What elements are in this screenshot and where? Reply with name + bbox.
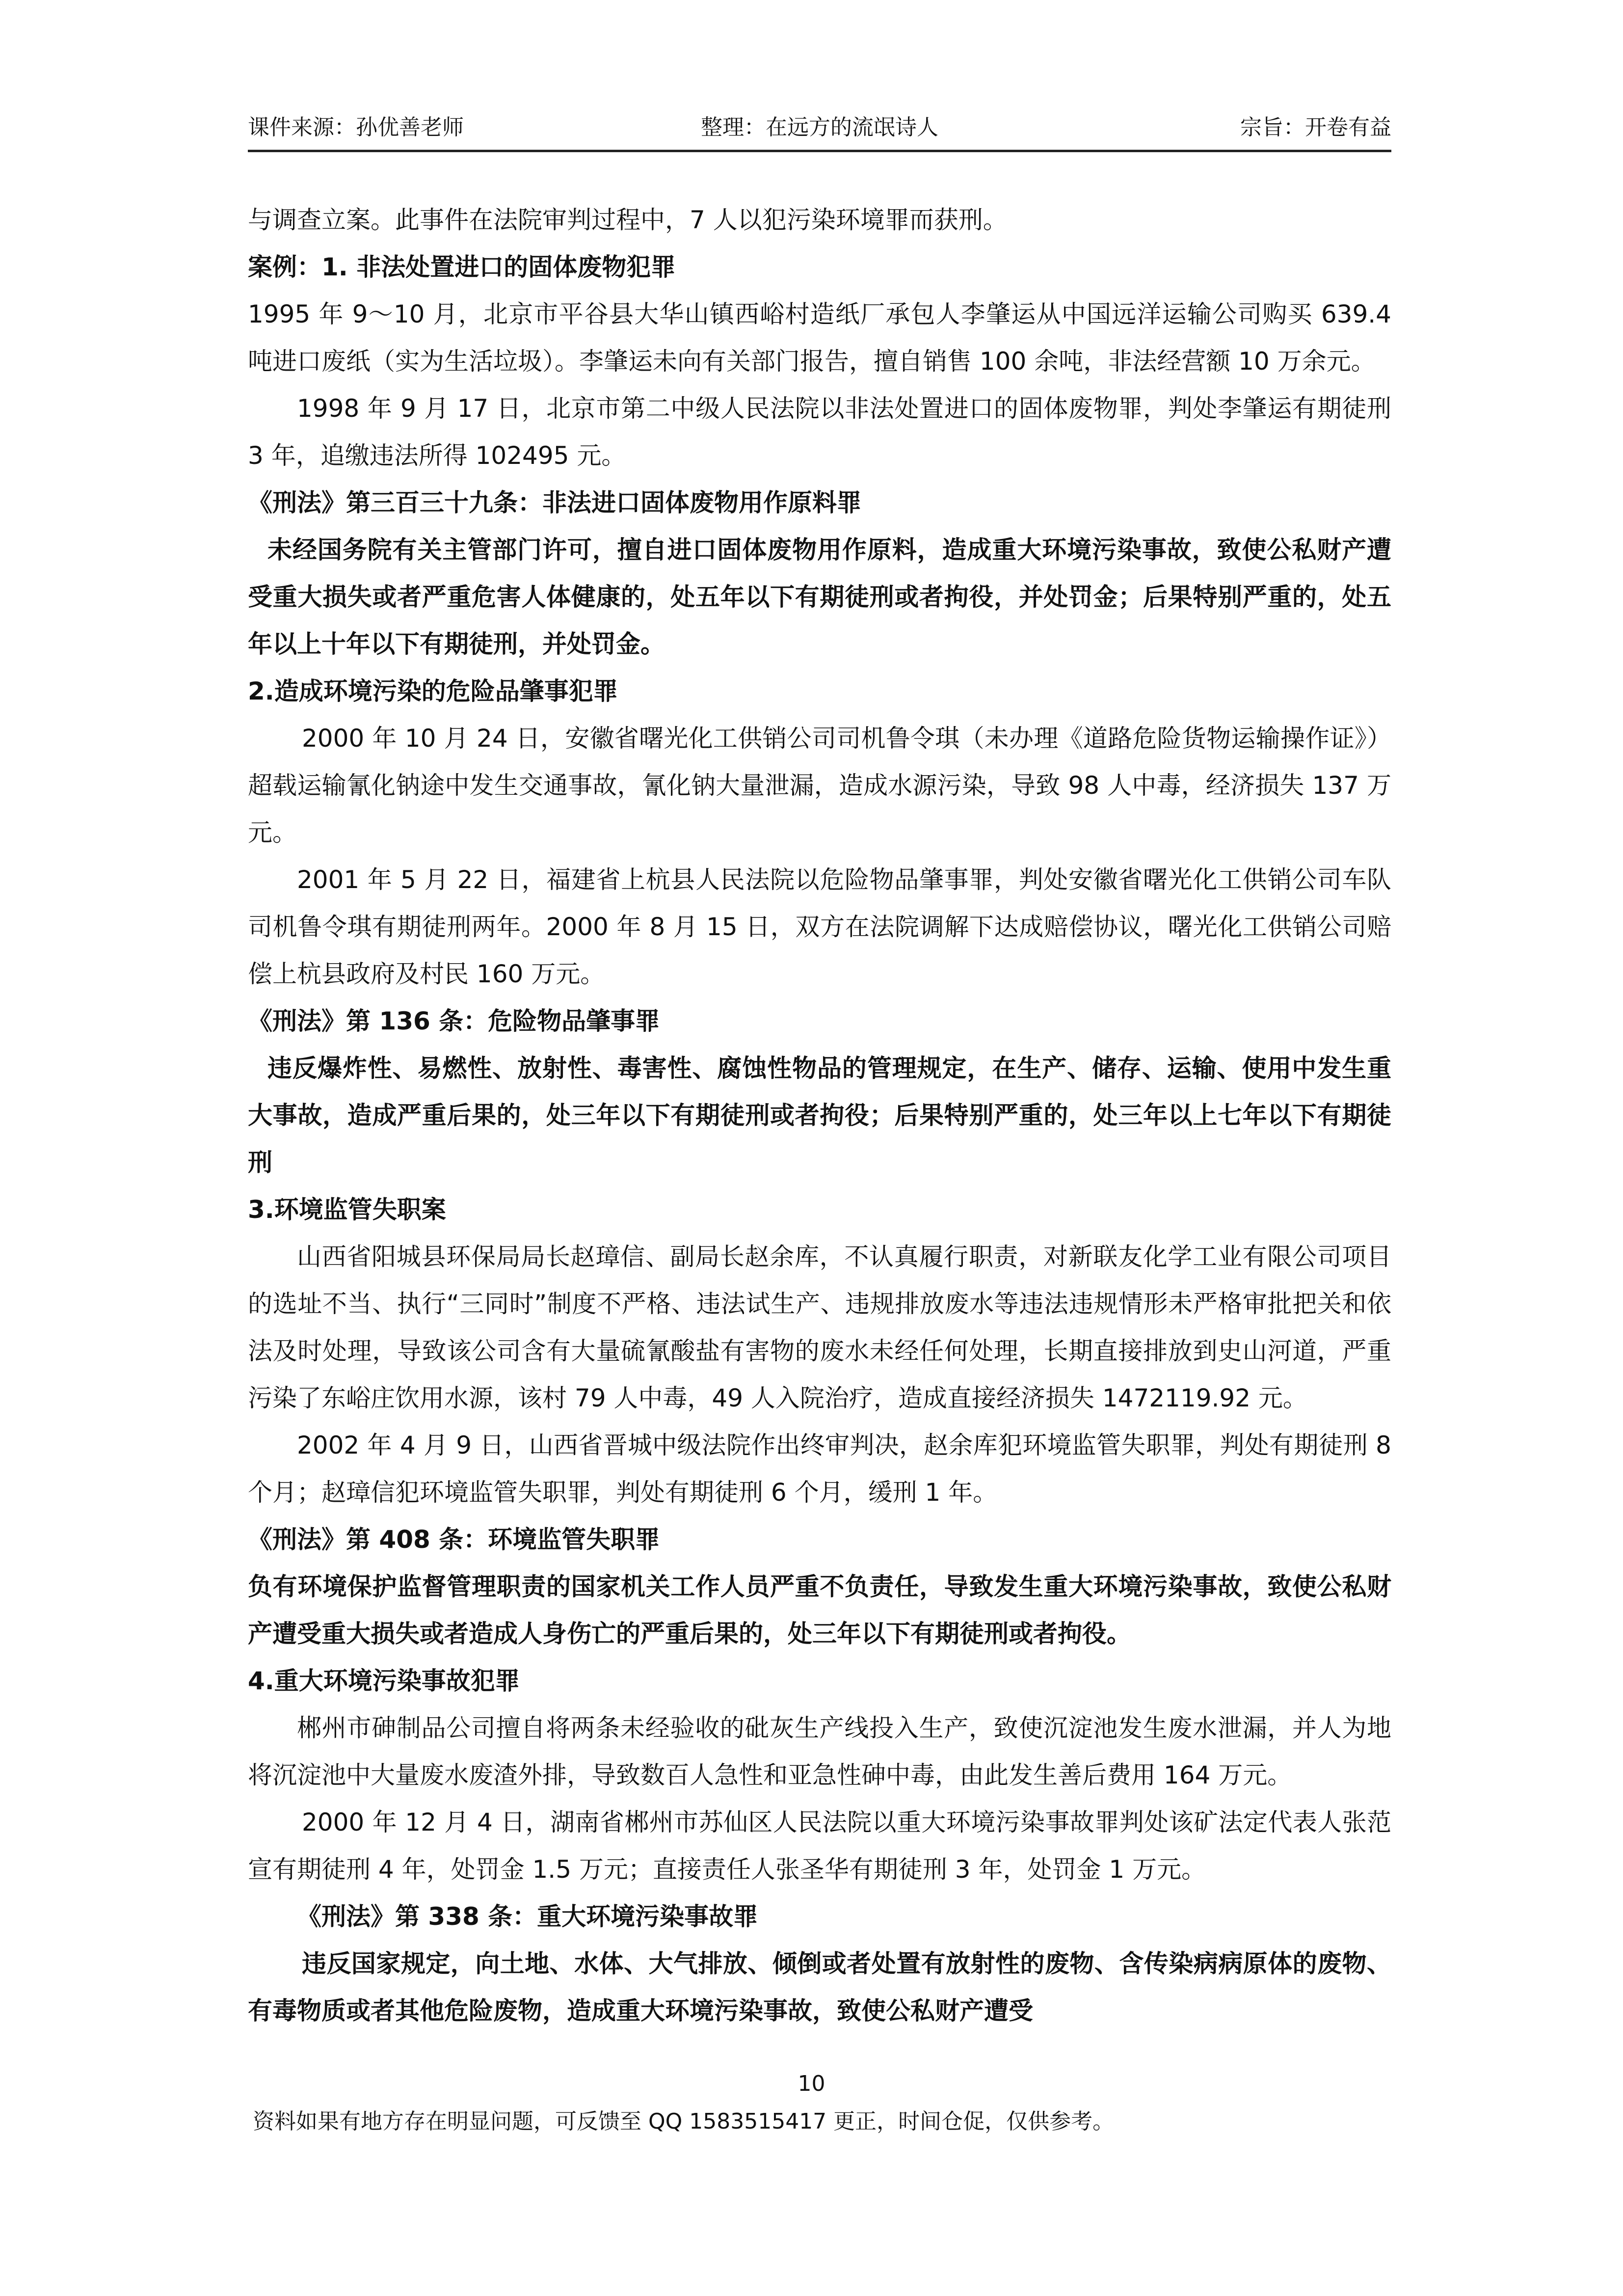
page-number: 10	[798, 2071, 825, 2096]
paragraph-case2-verdict: 2001 年 5 月 22 日，福建省上杭县人民法院以危险物品肇事罪，判处安徽省曙光化工供销公司车队司机鲁令琪有期徒刑两年。2000 年 8 月 15 日，双方在法院调解下达成赔偿协议，曙光化工供销公司赔偿上杭县政府及村民 160 万元。	[248, 865, 1391, 988]
paragraph-case4-verdict: 2000 年 12 月 4 日，湖南省郴州市苏仙区人民法院以重大环境污染事故罪判处该矿法定代表人张范宣有期徒刑 4 年，处罚金 1.5 万元；直接责任人张圣华有期徒刑 3 年，处罚金 1 万元。	[248, 1808, 1391, 1884]
law-title-339: 《刑法》第三百三十九条：非法进口固体废物用作原料罪	[248, 488, 861, 517]
law-title-338: 《刑法》第 338 条：重大环境污染事故罪	[297, 1902, 758, 1931]
paragraph-case1-facts: 1995 年 9～10 月，北京市平谷县大华山镇西峪村造纸厂承包人李肇运从中国远洋运输公司购买 639.4 吨进口废纸（实为生活垃圾）。李肇运未向有关部门报告，擅自销售 100 余吨，非法经营额 10 万余元。	[248, 300, 1391, 376]
header-source: 课件来源：孙优善老师	[248, 115, 464, 140]
case-heading-1: 案例：1. 非法处置进口的固体废物犯罪	[248, 253, 676, 281]
law-text-338: 违反国家规定，向土地、水体、大气排放、倾倒或者处置有放射性的废物、含传染病病原体的废物、有毒物质或者其他危险废物，造成重大环境污染事故，致使公私财产遭受	[248, 1949, 1391, 2025]
law-title-136: 《刑法》第 136 条：危险物品肇事罪	[248, 1007, 660, 1035]
page-header	[248, 110, 1391, 152]
paragraph-case1-verdict: 1998 年 9 月 17 日，北京市第二中级人民法院以非法处置进口的固体废物罪，判处李肇运有期徒刑 3 年，追缴违法所得 102495 元。	[248, 394, 1391, 470]
footer-note: 资料如果有地方存在明显问题，可反馈至 QQ 1583515417 更正，时间仓促，仅供参考。	[253, 2109, 1115, 2134]
law-title-408: 《刑法》第 408 条：环境监管失职罪	[248, 1525, 660, 1554]
law-text-408: 负有环境保护监督管理职责的国家机关工作人员严重不负责任，导致发生重大环境污染事故，致使公私财产遭受重大损失或者造成人身伤亡的严重后果的，处三年以下有期徒刑或者拘役。	[248, 1572, 1391, 1648]
header-motto: 宗旨：开卷有益	[1240, 115, 1391, 140]
law-text-136: 违反爆炸性、易燃性、放射性、毒害性、腐蚀性物品的管理规定，在生产、储存、运输、使用中发生重大事故，造成严重后果的，处三年以下有期徒刑或者拘役；后果特别严重的，处三年以上七年以下有期徒刑	[248, 1054, 1391, 1177]
document-body	[248, 196, 1391, 2034]
paragraph-case3-verdict: 2002 年 4 月 9 日，山西省晋城中级法院作出终审判决，赵余库犯环境监管失职罪，判处有期徒刑 8 个月；赵璋信犯环境监管失职罪，判处有期徒刑 6 个月，缓刑 1 年。	[248, 1431, 1391, 1507]
paragraph-case3-facts: 山西省阳城县环保局局长赵璋信、副局长赵余库，不认真履行职责，对新联友化学工业有限公司项目的选址不当、执行“三同时”制度不严格、违法试生产、违规排放废水等违法违规情形未严格审批把关和依法及时处理，导致该公司含有大量硫氰酸盐有害物的废水未经任何处理，长期直接排放到史山河道，严重污染了东峪庄饮用水源，该村 79 人中毒，49 人入院治疗，造成直接经济损失 1472119.92 元。	[248, 1243, 1391, 1412]
law-text-339: 未经国务院有关主管部门许可，擅自进口固体废物用作原料，造成重大环境污染事故，致使公私财产遭受重大损失或者严重危害人体健康的，处五年以下有期徒刑或者拘役，并处罚金；后果特别严重的，处五年以上十年以下有期徒刑，并处罚金。	[248, 536, 1391, 658]
case-heading-2: 2.造成环境污染的危险品肇事犯罪	[248, 677, 618, 705]
case-heading-3: 3.环境监管失职案	[248, 1195, 446, 1224]
paragraph-intro: 与调查立案。此事件在法院审判过程中，7 人以犯污染环境罪而获刑。	[248, 206, 1008, 234]
case-heading-4: 4.重大环境污染事故犯罪	[248, 1667, 520, 1695]
header-editor: 整理：在远方的流氓诗人	[701, 115, 938, 140]
paragraph-case4-facts: 郴州市砷制品公司擅自将两条未经验收的砒灰生产线投入生产，致使沉淀池发生废水泄漏，并人为地将沉淀池中大量废水废渣外排，导致数百人急性和亚急性砷中毒，由此发生善后费用 164 万元。	[248, 1714, 1391, 1789]
paragraph-case2-facts: 2000 年 10 月 24 日，安徽省曙光化工供销公司司机鲁令琪（未办理《道路危险货物运输操作证》）超载运输氰化钠途中发生交通事故，氰化钠大量泄漏，造成水源污染，导致 98 人中毒，经济损失 137 万元。	[248, 724, 1391, 847]
